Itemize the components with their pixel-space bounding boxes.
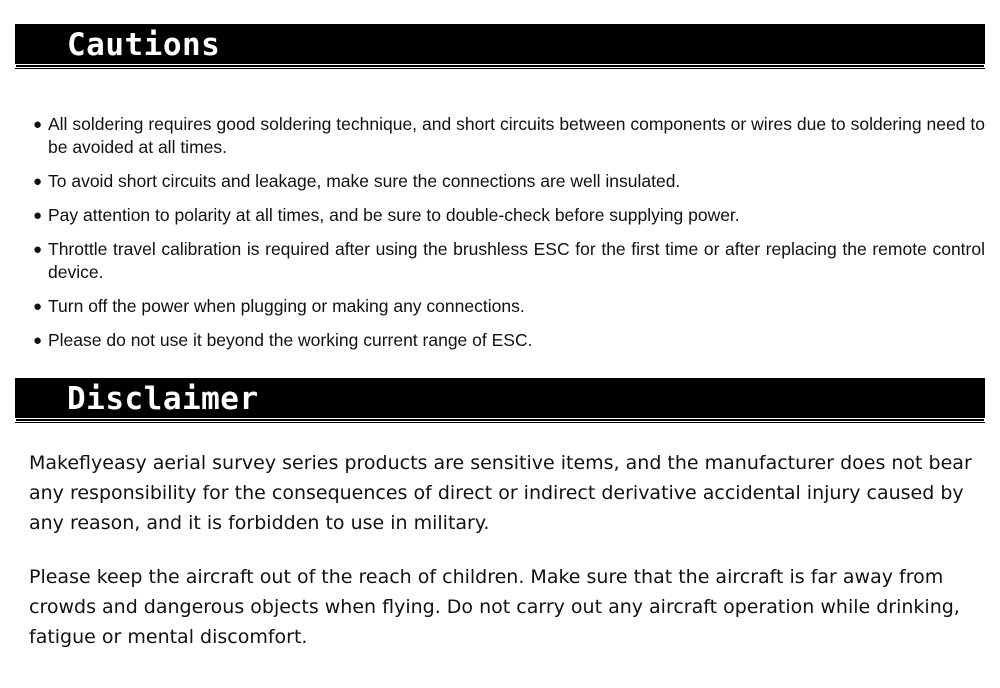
bullet-icon: ●: [33, 332, 43, 349]
caution-item: ● Throttle travel calibration is required after using the brushless ESC for the first time or after replacing the remote control device.: [33, 239, 985, 282]
caution-item: ● Pay attention to polarity at all times, and be sure to double-check before supplying power.: [33, 205, 740, 225]
bullet-icon: ●: [33, 173, 43, 190]
caution-item: ● Turn off the power when plugging or making any connections.: [33, 296, 525, 316]
disclaimer-body: [29, 448, 984, 676]
caution-item: ● To avoid short circuits and leakage, make sure the connections are well insulated.: [33, 171, 681, 191]
bullet-icon: ●: [33, 207, 43, 224]
disclaimer-paragraph: Makeflyeasy aerial survey series products are sensitive items, and the manufacturer does not bear any responsibility for the consequences of direct or indirect derivative accidental injury caused by any reason, and it is forbidden to use in military.: [29, 452, 972, 534]
cautions-title: Cautions: [67, 27, 221, 63]
cautions-list: [33, 113, 985, 363]
caution-item: ● Please do not use it beyond the working current range of ESC.: [33, 330, 533, 350]
bullet-icon: ●: [33, 116, 43, 133]
disclaimer-title: Disclaimer: [67, 381, 259, 417]
bullet-icon: ●: [33, 298, 43, 315]
cautions-divider: [15, 68, 985, 69]
disclaimer-paragraph: Please keep the aircraft out of the reach of children. Make sure that the aircraft is far away from crowds and dangerous objects when flying. Do not carry out any aircraft operation while drinking, fatigue or mental discomfort.: [29, 566, 960, 648]
disclaimer-divider: [15, 422, 985, 423]
bullet-icon: ●: [33, 241, 43, 258]
caution-item: ● All soldering requires good soldering technique, and short circuits between components or wires due to soldering need to be avoided at all times.: [33, 114, 985, 157]
disclaimer-header-bar: [15, 378, 985, 419]
cautions-header-bar: [15, 24, 985, 65]
